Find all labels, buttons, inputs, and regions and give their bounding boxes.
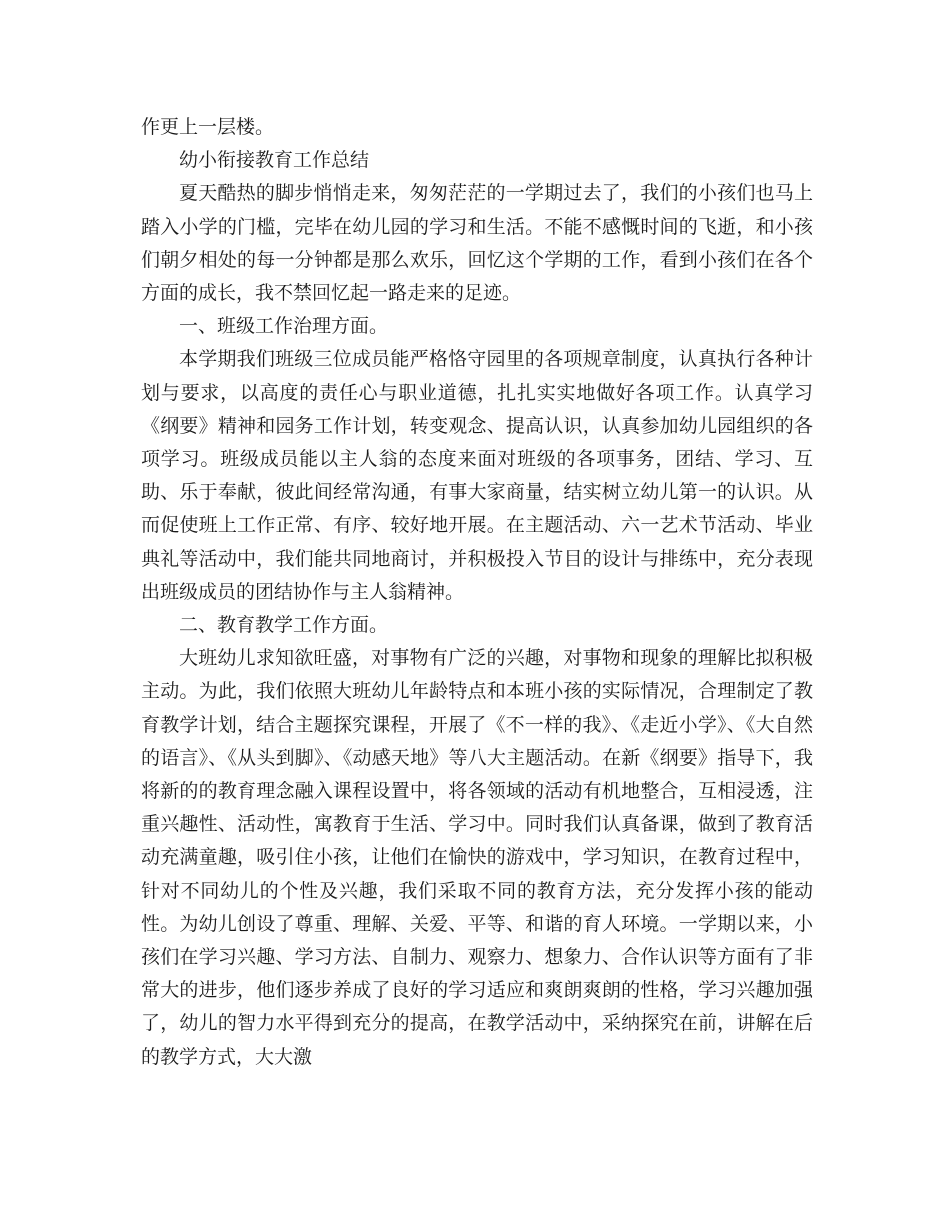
paragraph-teaching: 大班幼儿求知欲旺盛，对事物有广泛的兴趣，对事物和现象的理解比拟积极主动。为此，我们依照大班幼儿年龄特点和本班小孩的实际情况，合理制定了教育教学计划，结合主题探究课程，开展了《不一样的我》、《走近小学》、《大自然的语言》、《从头到脚》、《动感天地》等八大主题活动。在新《纲要》指导下，我将新的的教育理念融入课程设置中，将各领域的活动有机地整合，互相浸透，注重兴趣性、活动性，寓教育于生活、学习中。同时我们认真备课，做到了教育活动充满童趣，吸引住小孩，让他们在愉快的游戏中，学习知识，在教育过程中，针对不同幼儿的个性及兴趣，我们采取不同的教育方法，充分发挥小孩的能动性。为幼儿创设了尊重、理解、关爱、平等、和谐的育人环境。一学期以来，小孩们在学习兴趣、学习方法、自制力、观察力、想象力、合作认识等方面有了非常大的进步，他们逐步养成了良好的学习适应和爽朗爽朗的性格，学习兴趣加强了，幼儿的智力水平得到充分的提高，在教学活动中，采纳探究在前，讲解在后的教学方式，大大激 xyxy=(141,647,813,1068)
paragraph-class-management: 本学期我们班级三位成员能严格恪守园里的各项规章制度，认真执行各种计划与要求，以高度的责任心与职业道德，扎扎实实地做好各项工作。认真学习《纲要》精神和园务工作计划，转变观念、提高认识，认真参加幼儿园组织的各项学习。班级成员能以主人翁的态度来面对班级的各项事务，团结、学习、互助、乐于奉献，彼此间经常沟通，有事大家商量，结实树立幼儿第一的认识。从而促使班上工作正常、有序、较好地开展。在主题活动、六一艺术节活动、毕业典礼等活动中，我们能共同地商讨，并积极投入节目的设计与排练中，充分表现出班级成员的团结协作与主人翁精神。 xyxy=(141,348,813,603)
section-heading-class-management: 一、班级工作治理方面。 xyxy=(179,315,389,338)
section-heading-teaching: 二、教育教学工作方面。 xyxy=(179,614,389,637)
document-title: 幼小衔接教育工作总结 xyxy=(179,149,370,172)
paragraph-intro: 夏天酷热的脚步悄悄走来，匆匆茫茫的一学期过去了，我们的小孩们也马上踏入小学的门槛，完毕在幼儿园的学习和生活。不能不感慨时间的飞逝，和小孩们朝夕相处的每一分钟都是那么欢乐，回忆这个学期的工作，看到小孩们在各个方面的成长，我不禁回忆起一路走来的足迹。 xyxy=(141,182,813,305)
paragraph-continuation: 作更上一层楼。 xyxy=(141,116,275,138)
document-page xyxy=(141,111,813,1074)
